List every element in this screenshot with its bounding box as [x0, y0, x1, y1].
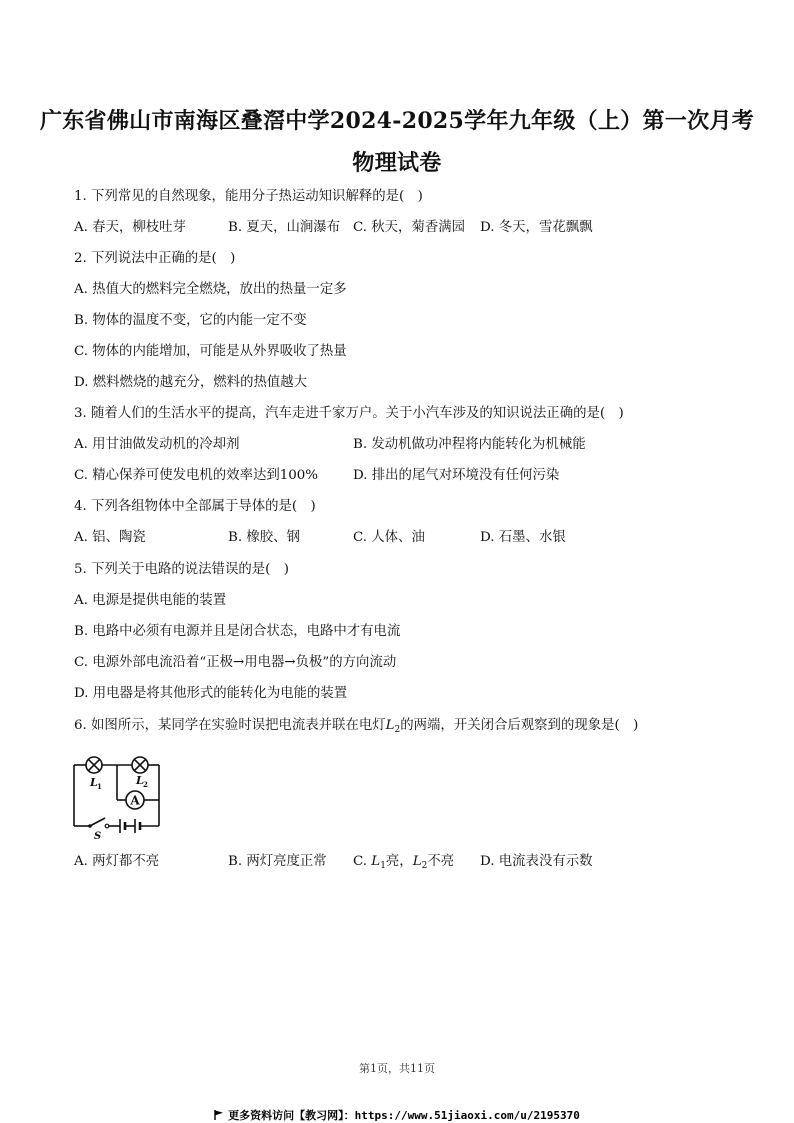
question-6-stem: [74, 717, 638, 739]
switch-label: S: [94, 831, 102, 840]
q6c-sub1: 1: [380, 861, 386, 871]
exam-title-line1: 广东省佛山市南海区叠滘中学2024-2025学年九年级（上）第一次月考: [39, 108, 755, 134]
question-6-stem-part1: 6. 如图所示，某同学在实验时误把电流表并联在电灯: [74, 718, 386, 733]
question-6-stem-part2: 的两端，开关闭合后观察到的现象是( ): [400, 718, 639, 733]
question-1-option-d: D. 冬天，雪花飘飘: [480, 220, 593, 235]
question-4-option-a: A. 铝、陶瓷: [74, 530, 146, 545]
circuit-diagram: [68, 748, 168, 840]
lamp-l1-label: L: [90, 776, 98, 789]
question-3-option-c: C. 精心保养可使发电机的效率达到100%: [74, 468, 319, 483]
question-1-option-a: A. 春天，柳枝吐芽: [74, 220, 186, 235]
question-4-option-b: B. 橡胶、钢: [228, 530, 300, 545]
question-5-option-a: A. 电源是提供电能的装置: [74, 593, 227, 608]
question-3-stem: 3. 随着人们的生活水平的提高，汽车走进千家万户。关于小汽车涉及的知识说法正确的是( ): [74, 406, 624, 421]
footer-link[interactable]: [0, 1107, 794, 1123]
question-6-stem-sub: 2: [394, 725, 401, 735]
q6c-var2: L: [412, 854, 422, 869]
switch-arm: [90, 818, 105, 826]
question-6-option-b: B. 两灯亮度正常: [228, 854, 327, 869]
q6c-prefix: C.: [353, 854, 372, 869]
lamp-l1-icon: [86, 757, 102, 773]
question-4-stem: 4. 下列各组物体中全部属于导体的是( ): [74, 499, 316, 514]
question-5-stem: 5. 下列关于电路的说法错误的是( ): [74, 562, 289, 577]
q6c-sub2: 2: [421, 861, 428, 871]
question-3-option-a: A. 用甘油做发动机的冷却剂: [74, 437, 240, 452]
q6c-suffix: 不亮: [427, 854, 455, 869]
question-6-stem-var: L: [385, 718, 395, 733]
question-5-option-b: B. 电路中必须有电源并且是闭合状态，电路中才有电流: [74, 624, 401, 639]
switch-contact: [105, 824, 109, 828]
question-2-option-b: B. 物体的温度不变，它的内能一定不变: [74, 313, 307, 328]
question-2-option-c: C. 物体的内能增加，可能是从外界吸收了热量: [74, 344, 347, 359]
question-3-option-b: B. 发动机做功冲程将内能转化为机械能: [353, 437, 586, 452]
question-4-option-d: D. 石墨、水银: [480, 530, 566, 545]
question-4-option-c: C. 人体、油: [353, 530, 425, 545]
question-2-option-a: A. 热值大的燃料完全燃烧，放出的热量一定多: [74, 282, 347, 297]
footer-link-text[interactable]: 更多资料访问【教习网】：https://www.51jiaoxi.com/u/2195370: [228, 1109, 580, 1122]
question-5-option-c: C. 电源外部电流沿着“正极→用电器→负极”的方向流动: [74, 655, 397, 670]
lamp-l1-label-sub: 1: [97, 782, 102, 791]
question-1-option-c: C. 秋天，菊香满园: [353, 220, 466, 235]
question-2-option-d: D. 燃料燃烧的越充分，燃料的热值越大: [74, 375, 308, 390]
exam-title-line2: 物理试卷: [352, 150, 442, 176]
page-number: 第1页，共11页: [359, 1062, 435, 1075]
question-5-option-d: D. 用电器是将其他形式的能转化为电能的装置: [74, 686, 348, 701]
ammeter-label: A: [130, 793, 140, 808]
flag-icon: [214, 1110, 224, 1120]
question-1-option-b: B. 夏天，山涧瀑布: [228, 220, 341, 235]
switch-pivot: [88, 824, 92, 828]
lamp-l2-icon: [132, 757, 148, 773]
lamp-l2-label-sub: 2: [143, 780, 148, 789]
question-3-option-d: D. 排出的尾气对环境没有任何污染: [353, 468, 560, 483]
q6c-var1: L: [371, 854, 381, 869]
question-1-stem: 1. 下列常见的自然现象，能用分子热运动知识解释的是( ): [74, 189, 423, 204]
question-2-stem: 2. 下列说法中正确的是( ): [74, 251, 236, 266]
question-6-option-c: [353, 853, 454, 875]
question-6-option-d: D. 电流表没有示数: [480, 854, 593, 869]
q6c-mid: 亮，: [385, 854, 413, 869]
lamp-l2-label: L: [136, 774, 144, 787]
question-6-option-a: A. 两灯都不亮: [74, 854, 160, 869]
